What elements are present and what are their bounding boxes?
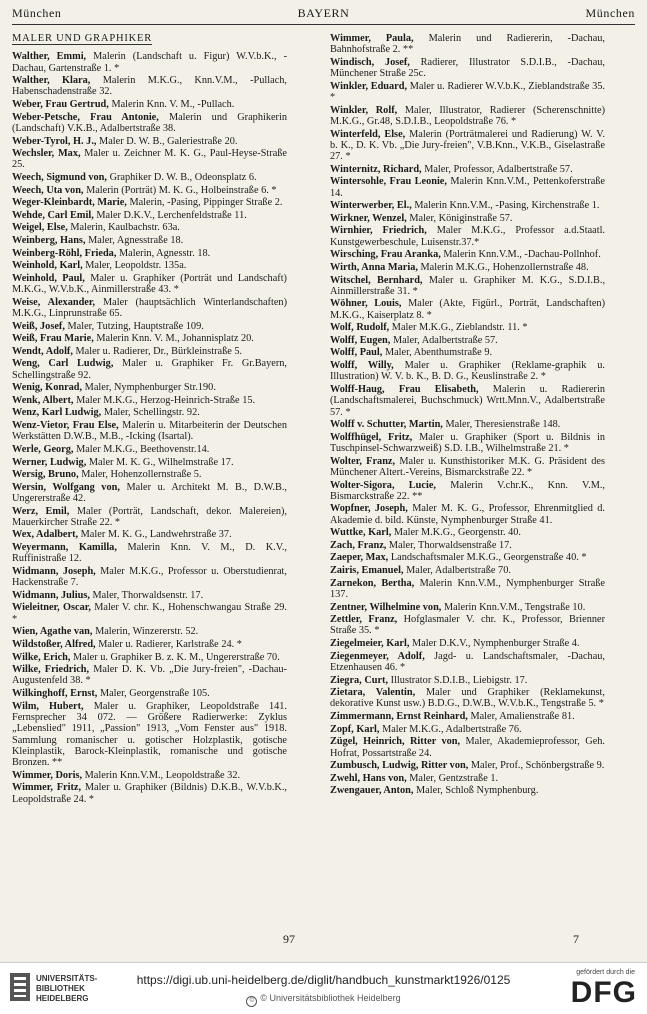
directory-entry [12,542,287,565]
entry-name: Winterfeld, Else, [330,128,406,140]
entry-details: Malerin (Porträtmalerei und Radierung) W. V. b. K., D. K. Vb. „Die Jury-freien", V.B.Knn., V.K.B., Giselastraße 27. * [330,128,605,163]
entry-details: Landschaftsmaler M.K.G., Georgenstraße 40. * [390,552,587,564]
entry-details: Malerin V.chr.K., Knn. V.M., Bismarckstraße 22. ** [330,479,606,502]
entry-name: Weinberg, Hans, [12,235,86,247]
section-title: MALER UND GRAPHIKER [12,33,153,44]
entry-details: Malerin und Graphikerin (Landschaft) V.K.B., Adalbertstraße 38. [12,111,287,134]
entry-details: Malerin Knn.V.M., Nymphenburger Straße 137. [330,577,605,600]
entry-name: Wimmer, Doris, [12,769,83,781]
entry-name: Zach, Franz, [330,539,387,551]
entry-name: Wilkinghoff, Ernst, [12,688,98,700]
entry-details: Maler, Theresienstraße 148. [445,419,561,431]
entry-name: Wersig, Bruno, [12,469,79,481]
copyright-text: © Universitätsbibliothek Heidelberg [260,993,401,1003]
entry-name: Widmann, Julius, [12,589,90,601]
entry-name: Zwehl, Hans von, [330,772,407,784]
entry-details: Malerin Knn.V.M., -Dachau-Pollnhof. [443,249,601,261]
directory-entry [330,711,605,722]
entry-name: Wintersohle, Frau Leonie, [330,176,447,188]
directory-entry [12,112,287,135]
entry-name: Wilke, Erich, [12,651,71,663]
entry-details: Malerin Knn.V.M., -Pasing, Kirchenstraße 1. [414,200,600,212]
entry-name: Winterwerber, El., [330,200,412,212]
directory-entry [12,333,287,344]
directory-entry [12,782,287,805]
directory-entry [330,540,605,551]
entry-name: Wolff-Haug, Frau Elisabeth, [330,383,479,395]
entry-name: Zietara, Valentin, [330,687,416,699]
entry-name: Wirkner, Wenzel, [330,212,407,224]
entry-name: Weech, Sigmund von, [12,172,107,184]
entry-details: Malerin, Winzererstr. 52. [95,626,199,638]
directory-entry [12,626,287,637]
directory-entry [330,347,605,358]
permalink-url[interactable]: https://digi.ub.uni-heidelberg.de/diglit/handbuch_kunstmarkt1926/0125 [136,973,511,987]
entry-details: Maler u. Graphiker (Sport u. Bildnis in Tuschpinsel-Schwarzweiß) S.D. I.B., Wilhelmstraße 21. * [330,431,605,455]
directory-entry [330,432,605,455]
directory-entry [330,81,605,104]
directory-entry [12,148,287,171]
entry-name: Widmann, Joseph, [12,565,96,577]
entry-details: Maler, Königinstraße 57. [409,212,513,224]
directory-entry [330,785,605,796]
directory-entry [12,701,287,769]
entry-name: Walther, Klara, [12,75,91,87]
entry-name: Weiß, Frau Marie, [12,333,94,345]
entry-name: Weyermann, Kamilla, [12,542,117,554]
entry-details: Maler, Akademieprofessor, Geh. Hofrat, Possartstraße 24. [330,736,606,759]
library-name-line: HEIDELBERG [36,994,89,1003]
entry-details: Maler M.K.G., Professor a.d.Staatl. Kunstgewerbeschule, Luisenstr.37.* [330,225,606,248]
directory-entry [330,736,605,759]
entry-name: Weber-Tyrol, H. J., [12,135,97,147]
directory-entry [12,469,287,480]
entry-name: Zumbusch, Ludwig, Ritter von, [330,760,469,772]
directory-entry [12,457,287,468]
entry-name: Weigel, Else, [12,222,68,234]
directory-entry [12,273,287,296]
entry-name: Wehde, Carl Emil, [12,209,94,221]
entry-details: Maler, Tutzing, Hauptstraße 109. [67,320,204,332]
library-name-line: BIBLIOTHEK [36,984,85,993]
entry-name: Zairis, Emanuel, [330,565,404,577]
entry-name: Wolffhügel, Fritz, [330,431,413,443]
entry-name: Zettler, Franz, [330,614,398,626]
entry-details: Maler u. Graphiker B. z. K. M., Ungererstraße 70. [73,651,280,663]
entry-details: Maler, Schloß Nymphenburg. [416,785,539,797]
directory-entry [330,578,605,601]
entry-details: Maler u. Kunsthistoriker M.K. G. Präsident des Münchener Altert.-Vereins, Bismarckstraße 22. * [330,455,605,478]
entry-name: Winternitz, Richard, [330,163,422,175]
directory-entry [12,382,287,393]
entry-name: Wieleitner, Oscar, [12,602,91,614]
entry-name: Zügel, Heinrich, Ritter von, [330,736,461,748]
directory-entry [330,480,605,503]
entry-details: Maler, Leopoldstr. 135a. [85,260,187,272]
entry-name: Wolff, Willy, [330,360,394,372]
entry-details: Maler, Hohenzollernstraße 5. [81,469,202,481]
entry-name: Zimmermann, Ernst Reinhard, [330,711,468,723]
entry-details: Maler u. Architekt M. B., D.W.B., Ungererstraße 42. [12,481,287,504]
entry-details: Maler u. Zeichner M. K. G., Paul-Heyse-Straße 25. [12,148,287,171]
entry-name: Wolter, Franz, [330,455,396,467]
page-number: 97 [283,932,295,946]
directory-entry [330,176,605,199]
directory-entry [12,639,287,650]
entry-details: Maler, Abenthumstraße 9. [384,347,493,359]
entry-details: Maler u. Radierer W.V.b.K., Zieblandstraße 35. * [330,80,605,104]
directory-entry [330,57,605,80]
entry-name: Weinhold, Paul, [12,272,85,284]
entry-name: Wolff v. Schutter, Martin, [330,419,443,431]
directory-entry [12,260,287,271]
directory-entry [330,456,605,479]
directory-entry [330,638,605,649]
entry-name: Weiß, Josef, [12,320,65,332]
directory-entry [12,222,287,233]
entry-details: Malerin, Kaulbachstr. 63a. [70,222,180,234]
entry-name: Ziegenmeyer, Adolf, [330,650,425,662]
directory-entry [330,322,605,333]
entry-name: Zarnekon, Bertha, [330,577,415,589]
entry-name: Wuttke, Karl, [330,527,392,539]
entry-name: Werle, Georg, [12,443,74,455]
entry-name: Weber, Frau Gertrud, [12,99,109,111]
directory-entry [12,420,287,443]
entry-details: Maler, Thorwaldsenstraße 17. [388,539,512,551]
directory-entry [330,384,605,418]
directory-entry [330,335,605,346]
header-center: BAYERN [297,6,350,20]
directory-entry [12,506,287,529]
entry-name: Weber-Petsche, Frau Antonie, [12,111,159,123]
directory-entry [330,527,605,538]
entry-details: Graphiker D. W. B., Odeonsplatz 6. [109,172,257,184]
entry-details: Malerin Knn. V. M., D. K.V., Ruffinistraße 12. [12,542,287,565]
entry-details: Malerin Knn. V. M., Johannisplatz 20. [96,333,254,345]
entry-name: Wolf, Rudolf, [330,322,390,334]
entry-name: Wex, Adalbert, [12,529,79,541]
entry-name: Wirnhier, Friedrich, [330,225,427,237]
directory-entry [330,614,605,637]
directory-entry [330,760,605,771]
entry-details: Maler, Georgenstraße 105. [99,688,210,700]
directory-entry [330,773,605,784]
header-right: München [585,6,635,20]
entry-name: Wilm, Hubert, [12,700,84,712]
directory-entry [330,262,605,273]
viewer-footer-bar [0,962,647,1014]
entry-details: Malerin Knn. V. M., -Pullach. [111,99,235,111]
entry-details: Maler, Illustrator, Radierer (Scherenschnitte) M.K.G., Gr.48, S.D.I.B., Leopoldstraße 76. * [330,104,606,127]
directory-entry [330,503,605,526]
directory-entry [330,360,605,383]
funded-by-label: gefördert durch die [576,969,635,976]
directory-entry [330,129,605,163]
entry-name: Wopfner, Joseph, [330,503,408,515]
entry-details: Maler u. Graphiker M. K.G., S.D.I.B., Ainmillerstraße 31. * [330,274,606,297]
entry-details: Malerin (Landschaft u. Figur) W.V.b.K., -Dachau, Gartenstraße 1. * [12,51,288,74]
dfg-logo: DFG [570,976,637,1009]
directory-entry [330,675,605,686]
entry-name: Wenk, Albert, [12,394,74,406]
directory-entry [12,407,287,418]
entry-details: Maler, Amalienstraße 81. [470,711,575,723]
entry-details: Maler (Akte, Figürl., Porträt, Landschaften) M.K.G., Kaiserplatz 8. * [330,298,605,321]
entry-name: Wenz, Karl Ludwig, [12,407,102,419]
entry-details: Maler u. Graphiker (Bildnis) D.K.B., W.V.b.K., Leopoldstraße 24. * [12,782,287,805]
entry-details: Malerin u. Radiererin (Landschaftsmalerei, Buchschmuck) Wrtt.Mnn.V., Adalbertstraße 57. * [330,383,605,418]
entry-name: Wolff, Eugen, [330,334,391,346]
header-left: München [12,6,62,20]
entry-name: Wien, Agathe van, [12,626,93,638]
entry-details: Maler D. W. B., Galeriestraße 20. [99,135,238,147]
entry-name: Zaeper, Max, [330,552,389,564]
directory-entry [330,275,605,298]
entry-details: Maler u. Graphiker (Reklame-graphik u. Illustration) W. V. b. K., B. D. G., Keuslinstraße 2. * [330,360,606,383]
copyright-line [0,993,647,1007]
directory-entry [12,346,287,357]
entry-details: Hofglasmaler V. chr. K., Professor, Brienner Straße 35. * [330,614,605,637]
entry-details: Jagd- u. Landschaftsmaler, -Dachau, Etzenhausen 46. * [330,650,605,673]
entry-name: Wechsler, Max, [12,148,81,160]
entry-details: Maler u. Graphiker Fr. Gr.Bayern, Schellingstraße 92. [12,358,288,381]
entry-name: Ziegelmeier, Karl, [330,638,410,650]
entry-details: Maler M.K.G., Adalbertstraße 76. [382,723,522,735]
signature-number: 7 [573,932,579,946]
directory-entry [330,724,605,735]
directory-entry [330,105,605,128]
directory-entry [12,688,287,699]
directory-entry [330,33,605,56]
entry-details: Maler, Professor, Adalbertstraße 57. [424,163,573,175]
directory-entry [12,185,287,196]
entry-details: Maler, Gentzstraße 1. [409,772,499,784]
entry-details: Maler M. K. G., Professor, Ehrenmitglied d. Akademie d. bild. Künste, Nymphenburger Straße 41. [330,503,605,526]
directory-entry [12,444,287,455]
directory-entry [12,358,287,381]
entry-name: Zwengauer, Anton, [330,785,414,797]
directory-entry [330,213,605,224]
entry-name: Wildstoßer, Alfred, [12,638,96,650]
entry-name: Wenz-Vietor, Frau Else, [12,420,119,432]
entry-details: Maler M. K. G., Wilhelmstraße 17. [88,456,234,468]
entry-details: Malerin, Agnesstr. 18. [118,247,211,259]
entry-details: Maler, Nymphenburger Str.190. [84,382,216,394]
directory-entry [330,298,605,321]
directory-entry [12,566,287,589]
entry-details: Maler M.K.G., Zieblandstr. 11. * [391,322,528,334]
running-header [12,6,635,24]
entry-details: Maler M.K.G., Beethovenstr.14. [76,443,210,455]
entry-details: Maler u. Graphiker (Porträt und Landschaft) M.K.G., W.V.b.K., Ainmillerstraße 43. * [12,272,287,296]
entry-name: Windisch, Josef, [330,56,410,68]
entry-name: Wilke, Friedrich, [12,664,90,676]
directory-entry [12,51,287,74]
directory-entry [12,248,287,259]
directory-entry [330,164,605,175]
copyright-icon: © [246,996,257,1007]
directory-entry [12,652,287,663]
entry-name: Werz, Emil, [12,505,70,517]
entry-details: Malerin u. Mitarbeiterin der Deutschen Werkstätten D.W.B., M.B., -Icking (Isartal). [12,420,287,443]
entry-details: Maler D.K.V., Nymphenburger Straße 4. [411,638,580,650]
directory-entry [12,235,287,246]
entry-name: Werner, Ludwig, [12,456,87,468]
entry-details: Maler, Schellingstr. 92. [103,407,200,419]
entry-name: Walther, Emmi, [12,51,87,63]
library-name-line: UNIVERSITÄTS- [36,974,98,983]
directory-entry [330,687,605,710]
directory-entry [330,419,605,430]
entry-name: Wenig, Konrad, [12,382,83,394]
directory-entry [12,321,287,332]
entry-name: Weech, Uta von, [12,184,84,196]
entry-name: Wersin, Wolfgang von, [12,481,120,493]
entry-details: Maler, Adalbertstraße 57. [392,334,498,346]
entry-name: Zopf, Karl, [330,723,380,735]
entry-details: Maler und Graphiker (Reklamekunst, dekorative Kunst usw.) B.D.G., D.W.B., W.V.b.K., Tengstraße 5. * [330,687,605,710]
directory-entry [12,529,287,540]
directory-entry [12,482,287,505]
entry-details: Maler u. Graphiker, Leopoldstraße 141. Fernsprecher 34 072. — Größere Radierwerke: Zyklus „Lebenslied" 1911, „Passion" 1913, „Vom Fenster aus" 1918. Sammlung romanischer u. gotischer Holzplastik, gotische Kleinplastik, Barock-Kleinplastik, romanische und gotische Bronzen. ** [12,700,287,769]
entry-details: Maler (hauptsächlich Winterlandschaften) M.K.G., Linprunstraße 65. [12,296,287,319]
entry-details: Maler u. Radierer, Karlstraße 24. * [98,638,242,650]
entry-details: Maler D. K. Vb. „Die Jury-freien", -Dachau-Augustenfeld 38. * [12,664,287,687]
directory-entry [330,225,605,248]
directory-entry [12,172,287,183]
entry-details: Malerin M.K.G., Knn.V.M., -Pullach, Habenschadenstraße 32. [12,75,287,98]
entry-name: Wendt, Adolf, [12,345,73,357]
entry-details: Maler M.K.G., Georgenstr. 40. [393,527,521,539]
header-rule [12,24,635,25]
directory-entry [12,99,287,110]
entry-details: Maler, Thorwaldsenstr. 17. [92,589,204,601]
entry-details: Illustrator S.D.I.B., Liebigstr. 17. [390,674,528,686]
entry-details: Maler, Agnesstraße 18. [88,235,184,247]
entry-name: Wimmer, Fritz, [12,782,82,794]
directory-entry [330,552,605,563]
entry-details: Malerin (Porträt) M. K. G., Holbeinstraße 6. * [86,184,277,196]
directory-entry [330,200,605,211]
entry-details: Maler D.K.V., Lerchenfeldstraße 11. [96,209,247,221]
entry-name: Weinberg-Röhl, Frieda, [12,247,117,259]
directory-entry [330,249,605,260]
directory-entry [12,664,287,687]
entry-details: Malerin und Radiererin, -Dachau, Bahnhofstraße 2. ** [330,33,605,56]
directory-entry [330,651,605,674]
directory-entry [12,602,287,625]
entry-name: Wolter-Sigora, Lucie, [330,479,436,491]
entry-details: Malerin, -Pasing, Pippinger Straße 2. [129,197,283,209]
entry-details: Maler u. Radierer, Dr., Bürkleinstraße 5. [75,345,243,357]
entry-name: Weger-Kleinbardt, Marie, [12,197,127,209]
entry-name: Winkler, Eduard, [330,80,408,92]
entry-details: Maler M. K. G., Landwehrstraße 37. [80,529,232,541]
directory-entry [12,210,287,221]
entry-name: Witschel, Bernhard, [330,274,423,286]
directory-entry [12,770,287,781]
entry-name: Weise, Alexander, [12,296,96,308]
entry-details: Maler M.K.G., Professor u. Oberstudienrat, Hackenstraße 7. [12,565,287,589]
entry-name: Weng, Carl Ludwig, [12,358,114,370]
entry-name: Wöhner, Louis, [330,298,402,310]
directory-entry [12,297,287,320]
directory-entry [12,136,287,147]
entry-name: Weinhold, Karl, [12,260,83,272]
entry-name: Wimmer, Paula, [330,33,414,44]
entry-details: Maler (Porträt, Landschaft, dekor. Malereien), Mauerkircher Straße 22. * [12,505,288,528]
left-column [12,33,287,806]
entry-details: Malerin Knn.V.M., Leopoldstraße 32. [84,769,241,781]
entry-details: Malerin Knn.V.M., Pettenkoferstraße 14. [330,176,606,199]
entry-details: Maler M.K.G., Herzog-Heinrich-Straße 15. [76,394,256,406]
directory-entry [12,395,287,406]
entry-name: Wolff, Paul, [330,347,383,359]
directory-entry [12,197,287,208]
entry-details: Malerin M.K.G., Hohenzollernstraße 48. [420,261,589,273]
entry-details: Maler, Prof., Schönbergstraße 9. [470,760,605,772]
entry-name: Ziegra, Curt, [330,674,389,686]
entry-details: Maler, Adalbertstraße 70. [406,565,511,577]
directory-entry [12,75,287,98]
right-column [330,33,605,798]
entry-details: Radierer, Illustrator S.D.I.B., -Dachau, Münchener Straße 25c. [330,56,605,80]
entry-name: Zentner, Wilhelmine von, [330,601,442,613]
entry-details: Malerin Knn.V.M., Tengstraße 10. [443,601,586,613]
entry-name: Winkler, Rolf, [330,104,398,116]
directory-entry [12,590,287,601]
entry-details: Maler V. chr. K., Hohenschwangau Straße 29. * [12,602,287,625]
entry-name: Wirsching, Frau Aranka, [330,249,441,261]
entry-name: Wirth, Anna Maria, [330,261,418,273]
directory-entry [330,602,605,613]
directory-entry [330,565,605,576]
